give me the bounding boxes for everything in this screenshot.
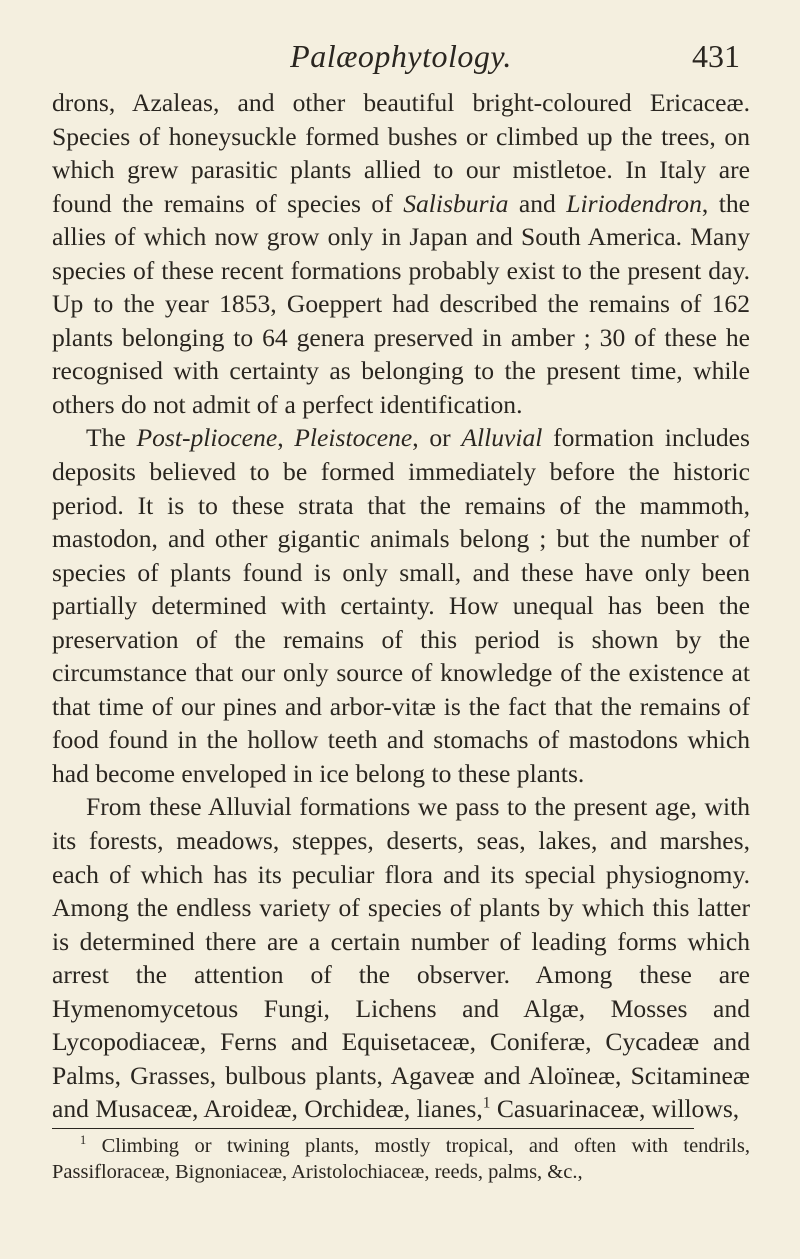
- footnote: [52, 1133, 750, 1185]
- running-title: Palæophytology.: [290, 38, 512, 74]
- paragraph-3: [52, 790, 750, 1125]
- body-text: [52, 86, 750, 1126]
- italic-term: Alluvial: [461, 423, 543, 453]
- text-run: ,: [277, 423, 295, 453]
- page-header: [52, 0, 750, 86]
- footnote-reference[interactable]: 1: [482, 1094, 491, 1112]
- text-run: , the allies of which now grow only in Japan and South America. Many species of these recent formations probably exist to the present day. Up to the year 1853, Goeppert had described the remains of 162 plants belonging to 64 genera preserved in amber ; 30 of these he recognised with certainty as belonging to the present time, while others do not admit of a perfect identification.: [52, 188, 750, 419]
- text-run: formation includes deposits believed to be formed immediately before the historic period. It is to these strata that the remains of the mammoth, mastodon, and other gigantic animals belong ; but the number of species of plants found is only small, and these have only been partially determined with certainty. How unequal has been the preservation of the remains of this period is shown by the circumstance that our only source of knowledge of the existence at that time of our pines and arbor-vitæ is the fact that the remains of food found in the hollow teeth and stomachs of mastodons which had become enveloped in ice belong to these plants.: [52, 423, 751, 788]
- page-number: 431: [692, 38, 740, 74]
- text-run: , or: [412, 423, 462, 453]
- italic-term: Liriodendron: [566, 188, 702, 218]
- footnote-text: Climbing or twining plants, mostly tropical, and often with tendrils, Passifloraceæ, Bignoniaceæ, Aristolochiaceæ, reeds, palms, &c.,: [52, 1134, 750, 1183]
- italic-term: Salisburia: [403, 188, 509, 218]
- text-run: and: [508, 188, 567, 218]
- italic-term: Pleistocene: [294, 423, 413, 453]
- paragraph-2: [52, 421, 750, 790]
- text-run: drons, Azaleas, and other beautiful bright-coloured Ericaceæ. Species of honeysuckle formed bushes or climbed up the trees, on which grew parasitic plants allied to our mistletoe. In Italy are found the remains of species of: [52, 88, 750, 218]
- footnote-marker: 1: [80, 1133, 87, 1148]
- footnote-divider: [52, 1128, 694, 1129]
- text-run: Casuarinaceæ, willows,: [490, 1094, 740, 1124]
- text-run: The: [86, 423, 137, 453]
- text-run: From these Alluvial formations we pass to the present age, with its forests, meadows, steppes, deserts, seas, lakes, and marshes, each of which has its peculiar flora and its special physiognomy. Among the endless variety of species of plants by which this latter is determined there are a certain number of leading forms which arrest the attention of the observer. Among these are Hymenomycetous Fungi, Lichens and Algæ, Mosses and Lycopodiaceæ, Ferns and Equisetaceæ, Coniferæ, Cycadeæ and Palms, Grasses, bulbous plants, Agaveæ and Aloïneæ, Scitamineæ and Musaceæ, Aroideæ, Orchideæ, lianes,: [52, 792, 750, 1124]
- paragraph-1: [52, 86, 750, 421]
- italic-term: Post-pliocene: [136, 423, 278, 453]
